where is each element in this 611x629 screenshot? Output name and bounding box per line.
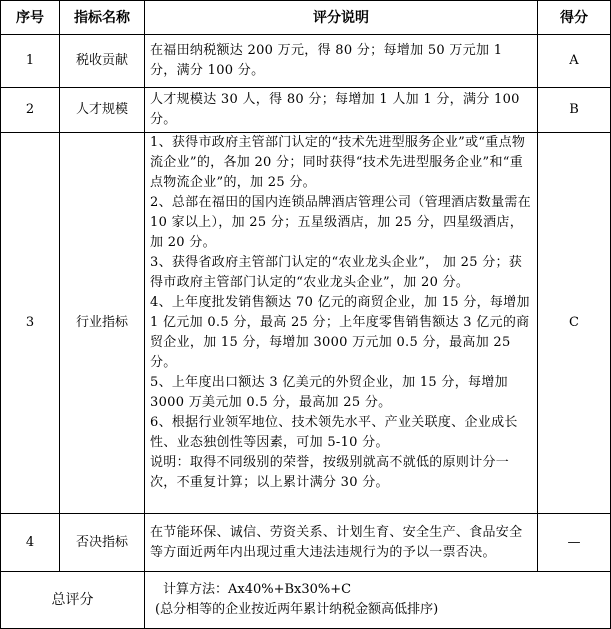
row-score: C — [538, 133, 611, 514]
table-row — [1, 88, 611, 133]
header-row — [1, 1, 611, 35]
row-seq: 2 — [1, 88, 60, 133]
header-indicator: 指标名称 — [60, 1, 145, 35]
row-score: B — [538, 88, 611, 133]
row-seq: 3 — [1, 133, 60, 514]
description-line: 在福田纳税额达 200 万元，得 80 分；每增加 50 万元加 1 分，满分 100 分。 — [150, 43, 503, 78]
description-line: 人才规模达 30 人，得 80 分；每增加 1 人加 1 分，满分 100 分。 — [150, 92, 520, 127]
total-label: 总评分 — [1, 572, 145, 629]
description-line: 2、总部在福田的国内连锁品牌酒店管理公司（管理酒店数量需在 10 家以上），加 25 分；五星级酒店，加 25 分，四星级酒店，加 20 分。 — [150, 195, 531, 250]
row-seq: 1 — [1, 35, 60, 88]
table-row — [1, 514, 611, 572]
description-line: 5、上年度出口额达 3 亿美元的外贸企业，加 15 分，每增加 3000 万美元加 0.5 分，最高加 25 分。 — [150, 375, 508, 410]
table-row — [1, 35, 611, 88]
description-note: 说明：取得不同级别的荣誉，按级别就高不就低的原则计分一次，不重复计算；以上累计满分 30 分。 — [150, 455, 510, 490]
description-line: 6、根据行业领军地位、技术领先水平、产业关联度、企业成长性、业态独创性等因素，可加 5-10 分。 — [150, 415, 518, 450]
row-indicator-name: 人才规模 — [60, 88, 145, 133]
row-description — [145, 35, 538, 88]
header-score: 得分 — [538, 1, 611, 35]
row-description — [145, 514, 538, 572]
total-row — [1, 572, 611, 629]
description-line: 3、获得省政府主管部门认定的“农业龙头企业”， 加 25 分；获得市政府主管部门认定的“农业龙头企业”，加 20 分。 — [150, 255, 523, 290]
calc-method: 计算方法：Ax40%+Bx30%+C — [163, 582, 352, 597]
row-score: — — [538, 514, 611, 572]
table-row — [1, 133, 611, 514]
header-seq: 序号 — [1, 1, 60, 35]
row-indicator-name: 税收贡献 — [60, 35, 145, 88]
row-indicator-name: 否决指标 — [60, 514, 145, 572]
total-method-cell — [145, 572, 611, 629]
description-line: 在节能环保、诚信、劳资关系、计划生育、安全生产、食品安全等方面近两年内出现过重大违法违规行为的予以一票否决。 — [150, 524, 523, 560]
row-score: A — [538, 35, 611, 88]
row-description — [145, 133, 538, 514]
header-description: 评分说明 — [145, 1, 538, 35]
tie-break-note: (总分相等的企业按近两年累计纳税金额高低排序) — [155, 602, 439, 617]
row-description — [145, 88, 538, 133]
row-seq: 4 — [1, 514, 60, 572]
description-line: 1、获得市政府主管部门认定的“技术先进型服务企业”或“重点物流企业”的，各加 20 分；同时获得“技术先进型服务企业”和“重点物流企业”的，加 25 分。 — [150, 135, 526, 190]
row-indicator-name: 行业指标 — [60, 133, 145, 514]
description-line: 4、上年度批发销售额达 70 亿元的商贸企业，加 15 分，每增加 1 亿元加 0.5 分，最高 25 分；上年度零售销售额达 3 亿元的商贸企业，加 15 分，每增加 3000 万元加 0.5 分，最高加 25 分。 — [150, 295, 530, 370]
